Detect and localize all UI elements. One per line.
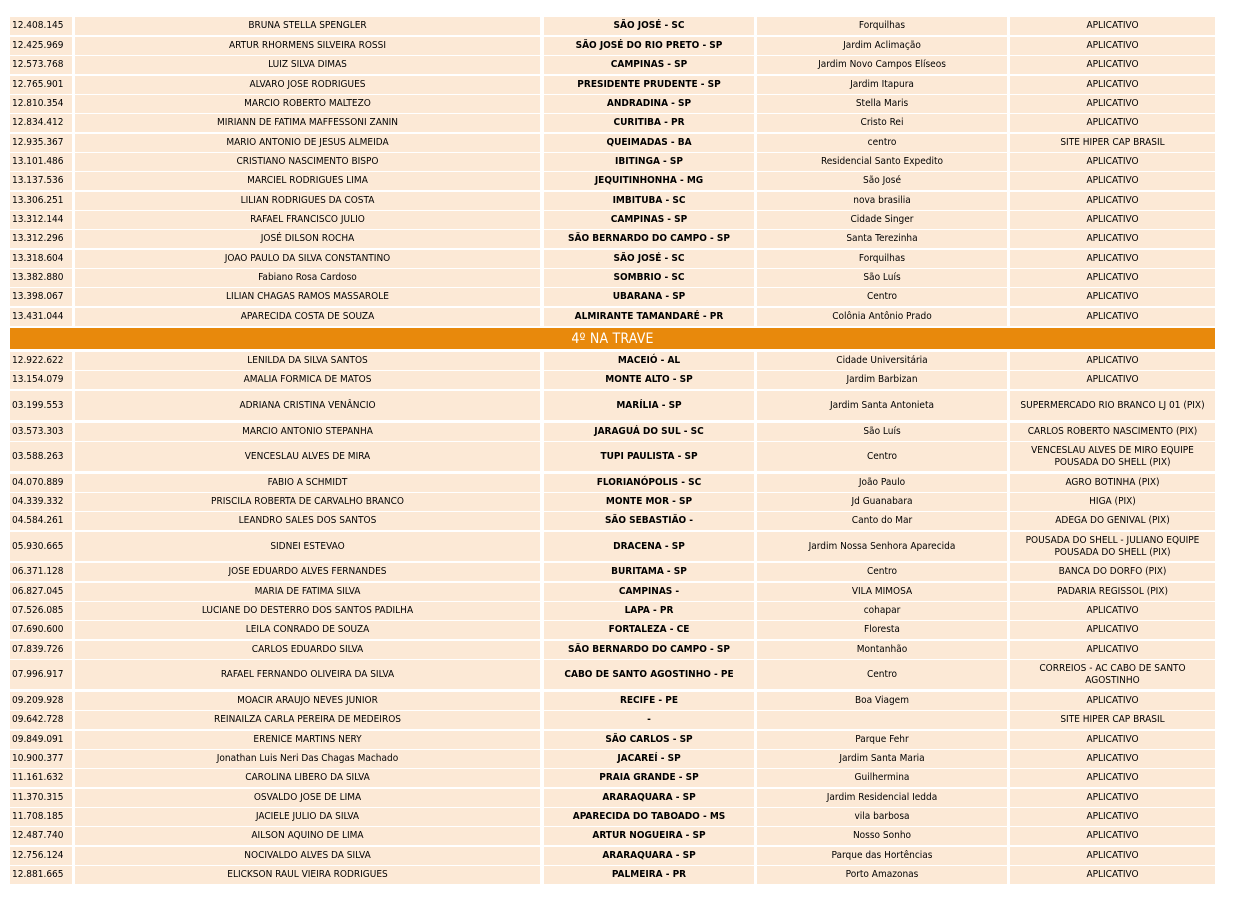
- cpf-cell: 12.425.969: [10, 37, 72, 55]
- cpf-cell: 12.756.124: [10, 847, 72, 865]
- cpf-cell: 06.827.045: [10, 583, 72, 601]
- cpf-cell: 11.708.185: [10, 808, 72, 826]
- channel-cell: APLICATIVO: [1010, 847, 1215, 865]
- neighborhood-cell: Jardim Novo Campos Elíseos: [757, 56, 1007, 74]
- name-cell: FABIO A SCHMIDT: [75, 474, 540, 492]
- neighborhood-cell: Floresta: [757, 621, 1007, 639]
- name-cell: MOACIR ARAUJO NEVES JUNIOR: [75, 692, 540, 710]
- name-cell: MARCIO ROBERTO MALTEZO: [75, 95, 540, 113]
- channel-cell: APLICATIVO: [1010, 17, 1215, 35]
- name-cell: LENILDA DA SILVA SANTOS: [75, 352, 540, 370]
- channel-cell: APLICATIVO: [1010, 230, 1215, 248]
- cpf-cell: 07.690.600: [10, 621, 72, 639]
- city-cell: MARÍLIA - SP: [544, 391, 754, 420]
- name-cell: ELICKSON RAUL VIEIRA RODRIGUES: [75, 866, 540, 884]
- city-cell: PALMEIRA - PR: [544, 866, 754, 884]
- neighborhood-cell: vila barbosa: [757, 808, 1007, 826]
- city-cell: SOMBRIO - SC: [544, 269, 754, 287]
- city-cell: JACAREÍ - SP: [544, 750, 754, 768]
- city-cell: BURITAMA - SP: [544, 563, 754, 581]
- neighborhood-cell: Centro: [757, 288, 1007, 306]
- channel-cell: APLICATIVO: [1010, 56, 1215, 74]
- name-cell: Fabiano Rosa Cardoso: [75, 269, 540, 287]
- cpf-cell: 03.199.553: [10, 391, 72, 420]
- neighborhood-cell: Parque Fehr: [757, 731, 1007, 749]
- cpf-cell: 07.839.726: [10, 641, 72, 659]
- neighborhood-cell: Santa Terezinha: [757, 230, 1007, 248]
- channel-cell: APLICATIVO: [1010, 692, 1215, 710]
- cpf-cell: 12.834.412: [10, 114, 72, 132]
- neighborhood-cell: VILA MIMOSA: [757, 583, 1007, 601]
- city-cell: ANDRADINA - SP: [544, 95, 754, 113]
- channel-cell: APLICATIVO: [1010, 352, 1215, 370]
- name-cell: MARCIO ANTONIO STEPANHA: [75, 423, 540, 441]
- neighborhood-cell: São Luís: [757, 269, 1007, 287]
- cpf-cell: 12.573.768: [10, 56, 72, 74]
- city-cell: SÃO BERNARDO DO CAMPO - SP: [544, 230, 754, 248]
- city-cell: APARECIDA DO TABOADO - MS: [544, 808, 754, 826]
- cpf-cell: 03.588.263: [10, 442, 72, 471]
- name-cell: RAFAEL FRANCISCO JULIO: [75, 211, 540, 229]
- city-cell: CURITIBA - PR: [544, 114, 754, 132]
- name-cell: LILIAN CHAGAS RAMOS MASSAROLE: [75, 288, 540, 306]
- city-cell: RECIFE - PE: [544, 692, 754, 710]
- city-cell: DRACENA - SP: [544, 532, 754, 561]
- channel-cell: ADEGA DO GENIVAL (PIX): [1010, 512, 1215, 530]
- city-cell: IBITINGA - SP: [544, 153, 754, 171]
- channel-cell: APLICATIVO: [1010, 211, 1215, 229]
- channel-cell: SUPERMERCADO RIO BRANCO LJ 01 (PIX): [1010, 391, 1215, 420]
- neighborhood-cell: Jardim Santa Antonieta: [757, 391, 1007, 420]
- neighborhood-cell: Cidade Singer: [757, 211, 1007, 229]
- channel-cell: SITE HIPER CAP BRASIL: [1010, 711, 1215, 729]
- cpf-cell: 11.161.632: [10, 769, 72, 787]
- cpf-cell: 13.137.536: [10, 172, 72, 190]
- channel-cell: APLICATIVO: [1010, 95, 1215, 113]
- city-cell: MONTE MOR - SP: [544, 493, 754, 511]
- cpf-cell: 12.408.145: [10, 17, 72, 35]
- channel-cell: AGRO BOTINHA (PIX): [1010, 474, 1215, 492]
- cpf-cell: 13.382.880: [10, 269, 72, 287]
- cpf-cell: 13.431.044: [10, 308, 72, 326]
- neighborhood-cell: [757, 711, 1007, 729]
- channel-cell: APLICATIVO: [1010, 172, 1215, 190]
- city-cell: SÃO CARLOS - SP: [544, 731, 754, 749]
- cpf-cell: 07.526.085: [10, 602, 72, 620]
- name-cell: MIRIANN DE FATIMA MAFFESSONI ZANIN: [75, 114, 540, 132]
- cpf-cell: 13.398.067: [10, 288, 72, 306]
- cpf-cell: 05.930.665: [10, 532, 72, 561]
- name-cell: ARTUR RHORMENS SILVEIRA ROSSI: [75, 37, 540, 55]
- channel-cell: APLICATIVO: [1010, 308, 1215, 326]
- channel-cell: PADARIA REGISSOL (PIX): [1010, 583, 1215, 601]
- neighborhood-cell: Montanhão: [757, 641, 1007, 659]
- neighborhood-cell: Jardim Barbizan: [757, 371, 1007, 389]
- name-cell: ERENICE MARTINS NERY: [75, 731, 540, 749]
- channel-cell: APLICATIVO: [1010, 808, 1215, 826]
- name-cell: BRUNA STELLA SPENGLER: [75, 17, 540, 35]
- channel-cell: APLICATIVO: [1010, 76, 1215, 94]
- neighborhood-cell: Jardim Santa Maria: [757, 750, 1007, 768]
- name-cell: JOSÉ DILSON ROCHA: [75, 230, 540, 248]
- name-cell: ADRIANA CRISTINA VENÂNCIO: [75, 391, 540, 420]
- name-cell: Jonathan Luis Neri Das Chagas Machado: [75, 750, 540, 768]
- neighborhood-cell: Colônia Antônio Prado: [757, 308, 1007, 326]
- cpf-cell: 04.339.332: [10, 493, 72, 511]
- cpf-cell: 13.312.144: [10, 211, 72, 229]
- channel-cell: CARLOS ROBERTO NASCIMENTO (PIX): [1010, 423, 1215, 441]
- neighborhood-cell: Parque das Hortências: [757, 847, 1007, 865]
- city-cell: CAMPINAS -: [544, 583, 754, 601]
- city-cell: ALMIRANTE TAMANDARÉ - PR: [544, 308, 754, 326]
- city-cell: MONTE ALTO - SP: [544, 371, 754, 389]
- neighborhood-cell: Porto Amazonas: [757, 866, 1007, 884]
- channel-cell: APLICATIVO: [1010, 789, 1215, 807]
- neighborhood-cell: Stella Maris: [757, 95, 1007, 113]
- channel-cell: APLICATIVO: [1010, 602, 1215, 620]
- city-cell: TUPI PAULISTA - SP: [544, 442, 754, 471]
- neighborhood-cell: São Luís: [757, 423, 1007, 441]
- city-cell: FORTALEZA - CE: [544, 621, 754, 639]
- neighborhood-cell: Centro: [757, 660, 1007, 689]
- cpf-cell: 12.922.622: [10, 352, 72, 370]
- cpf-cell: 13.306.251: [10, 192, 72, 210]
- cpf-cell: 13.312.296: [10, 230, 72, 248]
- channel-cell: APLICATIVO: [1010, 114, 1215, 132]
- city-cell: SÃO SEBASTIÃO -: [544, 512, 754, 530]
- channel-cell: APLICATIVO: [1010, 731, 1215, 749]
- channel-cell: APLICATIVO: [1010, 269, 1215, 287]
- channel-cell: HIGA (PIX): [1010, 493, 1215, 511]
- neighborhood-cell: cohapar: [757, 602, 1007, 620]
- cpf-cell: 07.996.917: [10, 660, 72, 689]
- channel-cell: APLICATIVO: [1010, 371, 1215, 389]
- cpf-cell: 12.881.665: [10, 866, 72, 884]
- neighborhood-cell: Jardim Itapura: [757, 76, 1007, 94]
- name-cell: MARIA DE FATIMA SILVA: [75, 583, 540, 601]
- channel-cell: APLICATIVO: [1010, 192, 1215, 210]
- city-cell: LAPA - PR: [544, 602, 754, 620]
- cpf-cell: 13.101.486: [10, 153, 72, 171]
- city-cell: CABO DE SANTO AGOSTINHO - PE: [544, 660, 754, 689]
- neighborhood-cell: Forquilhas: [757, 17, 1007, 35]
- channel-cell: APLICATIVO: [1010, 750, 1215, 768]
- channel-cell: APLICATIVO: [1010, 641, 1215, 659]
- neighborhood-cell: São José: [757, 172, 1007, 190]
- city-cell: ARARAQUARA - SP: [544, 789, 754, 807]
- neighborhood-cell: Guilhermina: [757, 769, 1007, 787]
- name-cell: CRISTIANO NASCIMENTO BISPO: [75, 153, 540, 171]
- cpf-cell: 12.765.901: [10, 76, 72, 94]
- name-cell: LILIAN RODRIGUES DA COSTA: [75, 192, 540, 210]
- city-cell: SÃO BERNARDO DO CAMPO - SP: [544, 641, 754, 659]
- neighborhood-cell: Centro: [757, 563, 1007, 581]
- name-cell: AMALIA FORMICA DE MATOS: [75, 371, 540, 389]
- city-cell: ARTUR NOGUEIRA - SP: [544, 827, 754, 845]
- city-cell: CAMPINAS - SP: [544, 211, 754, 229]
- name-cell: APARECIDA COSTA DE SOUZA: [75, 308, 540, 326]
- neighborhood-cell: Cidade Universitária: [757, 352, 1007, 370]
- cpf-cell: 13.318.604: [10, 250, 72, 268]
- neighborhood-cell: Cristo Rei: [757, 114, 1007, 132]
- name-cell: CAROLINA LIBERO DA SILVA: [75, 769, 540, 787]
- city-cell: QUEIMADAS - BA: [544, 134, 754, 152]
- city-cell: CAMPINAS - SP: [544, 56, 754, 74]
- neighborhood-cell: Boa Viagem: [757, 692, 1007, 710]
- cpf-cell: 12.487.740: [10, 827, 72, 845]
- channel-cell: POUSADA DO SHELL - JULIANO EQUIPE POUSADA DO SHELL (PIX): [1010, 532, 1215, 561]
- name-cell: AILSON AQUINO DE LIMA: [75, 827, 540, 845]
- cpf-cell: 04.070.889: [10, 474, 72, 492]
- neighborhood-cell: Canto do Mar: [757, 512, 1007, 530]
- cpf-cell: 12.935.367: [10, 134, 72, 152]
- name-cell: OSVALDO JOSE DE LIMA: [75, 789, 540, 807]
- section-header: 4º NA TRAVE: [10, 328, 1215, 349]
- cpf-cell: 03.573.303: [10, 423, 72, 441]
- channel-cell: APLICATIVO: [1010, 37, 1215, 55]
- channel-cell: APLICATIVO: [1010, 827, 1215, 845]
- city-cell: IMBITUBA - SC: [544, 192, 754, 210]
- name-cell: JACIELE JULIO DA SILVA: [75, 808, 540, 826]
- city-cell: -: [544, 711, 754, 729]
- cpf-cell: 09.642.728: [10, 711, 72, 729]
- cpf-cell: 11.370.315: [10, 789, 72, 807]
- channel-cell: SITE HIPER CAP BRASIL: [1010, 134, 1215, 152]
- neighborhood-cell: Nosso Sonho: [757, 827, 1007, 845]
- name-cell: ALVARO JOSE RODRIGUES: [75, 76, 540, 94]
- city-cell: MACEIÓ - AL: [544, 352, 754, 370]
- cpf-cell: 10.900.377: [10, 750, 72, 768]
- name-cell: MARIO ANTONIO DE JESUS ALMEIDA: [75, 134, 540, 152]
- city-cell: PRESIDENTE PRUDENTE - SP: [544, 76, 754, 94]
- name-cell: NOCIVALDO ALVES DA SILVA: [75, 847, 540, 865]
- neighborhood-cell: Residencial Santo Expedito: [757, 153, 1007, 171]
- name-cell: PRISCILA ROBERTA DE CARVALHO BRANCO: [75, 493, 540, 511]
- neighborhood-cell: Forquilhas: [757, 250, 1007, 268]
- city-cell: JEQUITINHONHA - MG: [544, 172, 754, 190]
- neighborhood-cell: Centro: [757, 442, 1007, 471]
- city-cell: SÃO JOSÉ - SC: [544, 250, 754, 268]
- city-cell: FLORIANÓPOLIS - SC: [544, 474, 754, 492]
- cpf-cell: 13.154.079: [10, 371, 72, 389]
- channel-cell: APLICATIVO: [1010, 250, 1215, 268]
- name-cell: REINAILZA CARLA PEREIRA DE MEDEIROS: [75, 711, 540, 729]
- name-cell: JOSE EDUARDO ALVES FERNANDES: [75, 563, 540, 581]
- name-cell: LEILA CONRADO DE SOUZA: [75, 621, 540, 639]
- city-cell: UBARANA - SP: [544, 288, 754, 306]
- name-cell: JOAO PAULO DA SILVA CONSTANTINO: [75, 250, 540, 268]
- city-cell: ARARAQUARA - SP: [544, 847, 754, 865]
- city-cell: JARAGUÁ DO SUL - SC: [544, 423, 754, 441]
- name-cell: VENCESLAU ALVES DE MIRA: [75, 442, 540, 471]
- neighborhood-cell: Jd Guanabara: [757, 493, 1007, 511]
- city-cell: SÃO JOSÉ DO RIO PRETO - SP: [544, 37, 754, 55]
- channel-cell: BANCA DO DORFO (PIX): [1010, 563, 1215, 581]
- neighborhood-cell: João Paulo: [757, 474, 1007, 492]
- name-cell: CARLOS EDUARDO SILVA: [75, 641, 540, 659]
- channel-cell: VENCESLAU ALVES DE MIRO EQUIPE POUSADA DO SHELL (PIX): [1010, 442, 1215, 471]
- channel-cell: APLICATIVO: [1010, 621, 1215, 639]
- name-cell: SIDNEI ESTEVAO: [75, 532, 540, 561]
- cpf-cell: 09.849.091: [10, 731, 72, 749]
- cpf-cell: 12.810.354: [10, 95, 72, 113]
- channel-cell: CORREIOS - AC CABO DE SANTO AGOSTINHO: [1010, 660, 1215, 689]
- name-cell: MARCIEL RODRIGUES LIMA: [75, 172, 540, 190]
- cpf-cell: 04.584.261: [10, 512, 72, 530]
- name-cell: LUIZ SILVA DIMAS: [75, 56, 540, 74]
- cpf-cell: 06.371.128: [10, 563, 72, 581]
- name-cell: LEANDRO SALES DOS SANTOS: [75, 512, 540, 530]
- neighborhood-cell: Jardim Nossa Senhora Aparecida: [757, 532, 1007, 561]
- neighborhood-cell: Jardim Aclimação: [757, 37, 1007, 55]
- neighborhood-cell: centro: [757, 134, 1007, 152]
- name-cell: LUCIANE DO DESTERRO DOS SANTOS PADILHA: [75, 602, 540, 620]
- city-cell: PRAIA GRANDE - SP: [544, 769, 754, 787]
- neighborhood-cell: Jardim Residencial Iedda: [757, 789, 1007, 807]
- channel-cell: APLICATIVO: [1010, 769, 1215, 787]
- cpf-cell: 09.209.928: [10, 692, 72, 710]
- channel-cell: APLICATIVO: [1010, 866, 1215, 884]
- city-cell: SÃO JOSÉ - SC: [544, 17, 754, 35]
- channel-cell: APLICATIVO: [1010, 288, 1215, 306]
- neighborhood-cell: nova brasilia: [757, 192, 1007, 210]
- channel-cell: APLICATIVO: [1010, 153, 1215, 171]
- name-cell: RAFAEL FERNANDO OLIVEIRA DA SILVA: [75, 660, 540, 689]
